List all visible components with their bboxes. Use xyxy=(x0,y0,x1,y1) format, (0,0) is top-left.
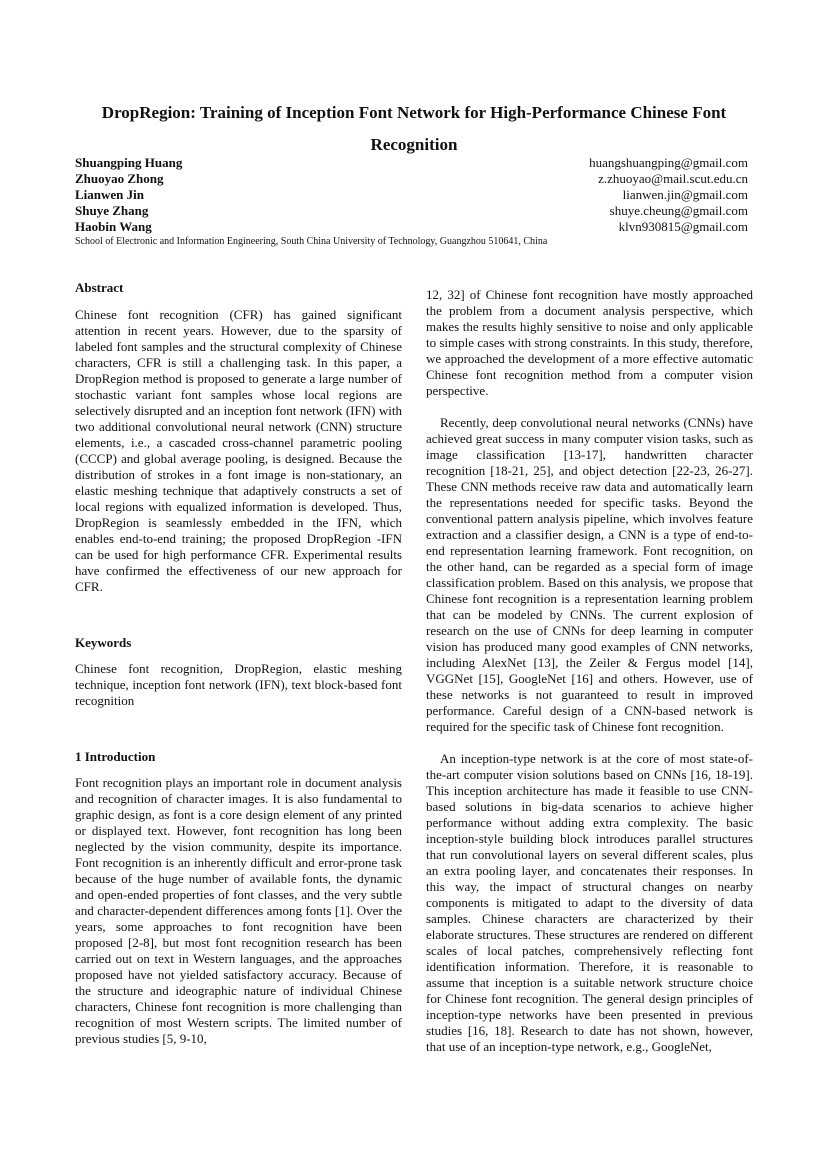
author-row xyxy=(75,203,748,219)
author-email: shuye.cheung@gmail.com xyxy=(609,203,748,218)
author-name: Lianwen Jin xyxy=(75,187,144,202)
introduction-paragraph: Font recognition plays an important role in document analysis and recognition of character images. It is also fundamental to graphic design, as font is a core design element of any printed or displayed text. However, font recognition has long been neglected by the vision community, despite its importance. Font recognition is an inherently difficult and error-prone task because of the huge number of available fonts, the dynamic and open-ended properties of font classes, and the very subtle and character-dependent differences among fonts [1]. Over the years, some approaches to font recognition have been proposed [2-8], but most font recognition research has been carried out on text in Western languages, and the approaches proposed have not yielded satisfactory accuracy. Because of the structure and ideographic nature of individual Chinese characters, Chinese font recognition is more challenging than recognition of most Western scripts. The limited number of previous studies [5, 9-10, xyxy=(75,775,402,1046)
author-row xyxy=(75,155,748,171)
author-name: Zhuoyao Zhong xyxy=(75,171,164,186)
author-name: Shuangping Huang xyxy=(75,155,183,170)
author-block xyxy=(75,155,748,235)
introduction-paragraph: An inception-type network is at the core of most state-of-the-art computer vision solutions based on CNNs [16, 18-19]. This inception architecture has made it feasible to use CNN-based solutions in big-data scenarios to achieve higher performance without adding extra complexity. The basic inception-style building block introduces parallel structures that run convolutional layers on several different scales, plus an extra pooling layer, and concatenates their responses. In this way, the impact of structural changes on nearby components is mitigated to adapt to the diversity of data samples. Chinese characters are characterized by their elaborate structures. These structures are rendered on different scales of local patches, comprehensively reflecting font identification information. Therefore, it is reasonable to assume that inception is a suitable network structure choice for Chinese font recognition. The general design principles of inception-type networks have been presented in previous studies [16, 18]. Research to date has not shown, however, that use of an inception-type network, e.g., GoogleNet, xyxy=(426,751,753,1054)
paper-title: DropRegion: Training of Inception Font Network for High-Performance Chinese Font Recognition xyxy=(101,103,727,154)
right-column xyxy=(426,287,753,1055)
introduction-paragraph: Recently, deep convolutional neural networks (CNNs) have achieved great success in many computer vision tasks, such as image classification [13-17], handwritten character recognition [18-21, 25], and object detection [22-23, 26-27]. These CNN methods receive raw data and automatically learn the representations needed for specific tasks. Beyond the conventional pattern analysis pipeline, which involves feature extraction and a classifier design, a CNN is a type of end-to-end representation learning framework. Font recognition, on the other hand, can be regarded as a special form of image classification problem. Based on this analysis, we propose that Chinese font recognition is a representation learning problem that can be modeled by CNNs. The current explosion of research on the use of CNNs for deep learning in computer vision has produced many good examples of CNN networks, including AlexNet [13], the Zeiler & Fergus model [14], VGGNet [15], GoogleNet [16] and others. However, use of these networks is not guaranteed to result in improved performance. Careful design of a CNN-based network is required for the specific task of Chinese font recognition. xyxy=(426,415,753,734)
keywords-text: Chinese font recognition, DropRegion, elastic meshing technique, inception font network (IFN), text block-based font recognition xyxy=(75,661,402,708)
author-row xyxy=(75,187,748,203)
author-email: z.zhuoyao@mail.scut.edu.cn xyxy=(598,171,748,186)
left-column xyxy=(75,280,402,1047)
affiliation: School of Electronic and Information Engineering, South China University of Technology, Guangzhou 510641, China xyxy=(75,236,548,247)
author-email: klvn930815@gmail.com xyxy=(618,219,748,234)
author-row xyxy=(75,219,748,235)
author-email: lianwen.jin@gmail.com xyxy=(622,187,748,202)
author-row xyxy=(75,171,748,187)
author-name: Shuye Zhang xyxy=(75,203,149,218)
abstract-text: Chinese font recognition (CFR) has gained significant attention in recent years. However, due to the sparsity of labeled font samples and the structural complexity of Chinese characters, CFR is still a challenging task. In this paper, a DropRegion method is proposed to generate a large number of stochastic variant font samples whose local regions are selectively disrupted and an inception font network (IFN) with two additional convolutional neural network (CNN) structure elements, i.e., a cascaded cross-channel parametric pooling (CCCP) and global average pooling, is designed. Because the distribution of strokes in a font image is non-stationary, an elastic meshing technique that adaptively constructs a set of local regions with equalized information is developed. Thus, DropRegion is seamlessly embedded in the IFN, which enables end-to-end training; the proposed DropRegion -IFN can be used for high performance CFR. Experimental results have confirmed the effectiveness of our new approach for CFR. xyxy=(75,307,402,594)
introduction-paragraph-continued: 12, 32] of Chinese font recognition have mostly approached the problem from a document analysis perspective, which makes the results highly sensitive to noise and only applicable to simple cases with strong constraints. In this study, therefore, we approached the development of a more effective automatic Chinese font recognition method from a computer vision perspective. xyxy=(426,287,753,398)
abstract-heading: Abstract xyxy=(75,280,124,295)
keywords-heading: Keywords xyxy=(75,635,132,650)
author-email: huangshuangping@gmail.com xyxy=(589,155,748,170)
introduction-heading: 1 Introduction xyxy=(75,749,156,764)
author-name: Haobin Wang xyxy=(75,219,152,234)
